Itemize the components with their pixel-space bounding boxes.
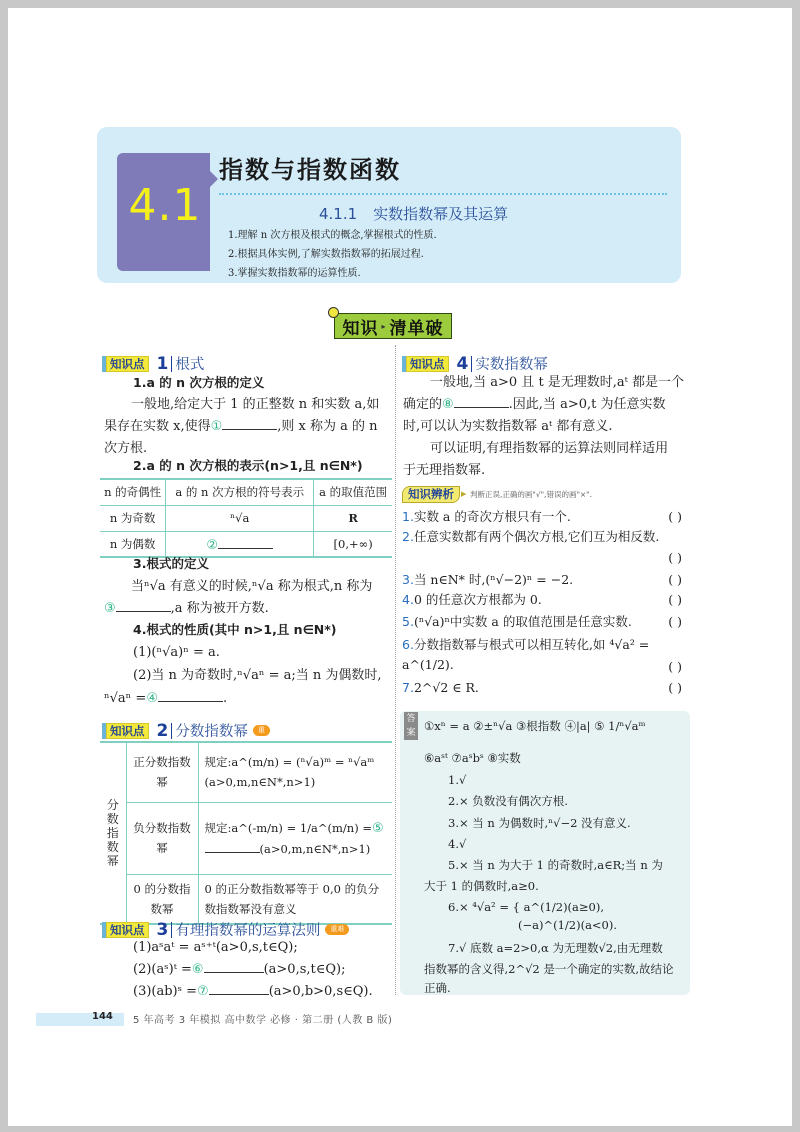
item-text: 0 的任意次方根都为 0.: [413, 592, 542, 607]
answer-bracket[interactable]: ( ): [668, 550, 682, 565]
table-row: [100, 742, 392, 802]
row-group-header: [100, 742, 126, 924]
blank-number: ⑦: [197, 984, 209, 999]
kp4-p2: [403, 394, 665, 416]
answer-line: 大于 1 的偶数时,a≥0.: [424, 879, 539, 893]
triangle-icon: ▸: [381, 321, 387, 331]
answer-line: 5.× 当 n 为大于 1 的奇数时,a∈R;当 n 为: [448, 858, 663, 872]
answer-line: 3.× 当 n 为偶数时,ⁿ√−2 没有意义.: [448, 816, 631, 830]
answer-line: (−a)^(1/2)(a<0).: [518, 918, 618, 932]
table-row: [100, 874, 392, 924]
table-cell: 0 的分数指数幂: [126, 874, 198, 924]
text: (a>0,b>0,s∈Q).: [268, 984, 373, 999]
goal-item: 1.理解 n 次方根及根式的概念,掌握根式的性质.: [228, 230, 437, 241]
kp1-prop2b: ⁿ√aⁿ =④ .: [104, 688, 227, 710]
blank-number: ①: [210, 419, 223, 434]
importance-badge: 重: [253, 725, 270, 736]
kp4-p4: 可以证明,有理指数幂的运算法则同样适用: [430, 441, 669, 456]
text: (2)(aˢ)ᵗ =: [133, 962, 192, 977]
blank-field[interactable]: [209, 981, 269, 995]
bulb-icon: [328, 307, 339, 318]
exercise-item: [402, 612, 692, 632]
kp1-h1: 1.a 的 n 次方根的定义: [133, 375, 265, 390]
text: 规定:a^(-m/n) = 1/a^(m/n) =: [204, 820, 372, 835]
kp-tag: 知识点: [402, 356, 449, 372]
exercise-item: [402, 635, 692, 675]
item-text: 2^√2 ∈ R.: [413, 680, 479, 695]
table-cell: 正分数指数幂: [126, 742, 198, 802]
blank-number: ③: [104, 601, 116, 616]
kp1-prop2: (2)当 n 为奇数时,ⁿ√aⁿ = a;当 n 为偶数时,: [133, 668, 382, 683]
exercise-tag: 知识辨析: [402, 486, 460, 503]
text: ⁿ√aⁿ =: [104, 691, 147, 706]
kp-name: 根式: [175, 357, 205, 373]
text: (a>0,m,n∈N*,n>1): [259, 841, 371, 856]
kp-bar: [171, 723, 172, 739]
answer-line: ①xⁿ = a ②±ⁿ√a ③根指数 ④|a| ⑤ 1/ⁿ√aᵐ: [424, 719, 646, 733]
kp1-p3a: 当ⁿ√a 有意义的时候,ⁿ√a 称为根式,n 称为: [131, 579, 373, 594]
item-number: 7.: [402, 680, 414, 695]
goal-item: 2.根据具体实例,了解实数指数幂的拓展过程.: [228, 249, 424, 260]
table-header: n 的奇偶性: [100, 479, 166, 505]
answer-bracket[interactable]: ( ): [668, 592, 682, 607]
fractional-exponent-table: [100, 741, 392, 925]
table-cell: 0 的正分数指数幂等于 0,0 的负分数指数幂没有意义: [198, 874, 392, 924]
kp-tag: 知识点: [102, 723, 149, 739]
kp1-h4: 4.根式的性质(其中 n>1,且 n∈N*): [133, 622, 337, 637]
item-number: 4.: [402, 592, 414, 607]
exercise-item: [402, 507, 692, 527]
table-row: [100, 802, 392, 874]
blank-field[interactable]: [454, 394, 509, 408]
answer-line: 1.√: [448, 773, 467, 787]
exercise-item: [402, 527, 692, 547]
goal-item: 3.掌握实数指数幂的运算性质.: [228, 268, 361, 279]
exercise-instructions: 判断正误,正确的画"√",错误的画"×".: [470, 490, 593, 499]
answer-line: 6.× ⁴√a² = { a^(1/2)(a≥0),: [448, 900, 604, 914]
table-cell: R: [314, 505, 392, 531]
blank-number: ⑥: [191, 962, 204, 977]
blank-field[interactable]: [218, 535, 273, 549]
blank-field[interactable]: [116, 598, 171, 612]
badge-right-text: 清单破: [389, 318, 444, 339]
kp-name: 分数指数幂: [175, 724, 248, 740]
answer-line: 正确.: [424, 981, 451, 995]
kp-bar: [171, 922, 172, 938]
exercise-item: [402, 590, 692, 610]
section-name: 实数指数幂及其运算: [373, 205, 509, 223]
blank-number: ④: [146, 691, 158, 706]
rule-3: [133, 981, 373, 1003]
kp1-heading: [102, 353, 204, 374]
book-title: 5 年高考 3 年模拟 高中数学 必修 · 第二册 (人教 B 版): [133, 1015, 393, 1026]
column-divider: [395, 345, 396, 995]
section-title: [319, 203, 508, 224]
kp2-heading: [102, 720, 270, 741]
blank-number: ②: [206, 537, 219, 553]
table-row: [100, 505, 392, 531]
kp1-h2: 2.a 的 n 次方根的表示(n>1,且 n∈N*): [133, 458, 363, 473]
text: 果存在实数 x,使得: [104, 419, 211, 434]
kp-number: 4: [456, 353, 469, 374]
table-cell: 规定:a^(m/n) = (ⁿ√a)ᵐ = ⁿ√aᵐ (a>0,m,n∈N*,n>1): [198, 742, 392, 802]
title-divider: [219, 193, 667, 195]
root-notation-table: [100, 478, 392, 558]
answer-line: 指数幂的含义得,2^√2 是一个确定的实数,故结论: [424, 962, 674, 976]
item-text: 当 n∈N* 时,(ⁿ√−2)ⁿ = −2.: [413, 572, 574, 587]
text: ,a 称为被开方数.: [170, 601, 269, 616]
kp-tag: 知识点: [102, 356, 149, 372]
rule-2: [133, 959, 345, 981]
item-number: 5.: [402, 614, 414, 629]
answer-line: 2.× 负数没有偶次方根.: [448, 794, 568, 808]
kp1-prop1: (1)(ⁿ√a)ⁿ = a.: [133, 645, 220, 660]
table-cell: ⁿ√a: [166, 505, 314, 531]
kp1-h3: 3.根式的定义: [133, 556, 209, 571]
kp4-p3: 时,可以认为实数指数幂 aᵗ 都有意义.: [403, 419, 613, 434]
kp1-p1c: 次方根.: [104, 441, 148, 456]
kp1-p1b: [104, 416, 378, 438]
item-number: 2.: [402, 529, 414, 544]
item-text: (ⁿ√a)ⁿ中实数 a 的取值范围是任意实数.: [413, 614, 632, 629]
badge-left-text: 知识: [342, 318, 379, 339]
table-cell: 负分数指数幂: [126, 802, 198, 874]
item-number: 3.: [402, 572, 414, 587]
kp-bar: [471, 356, 472, 372]
section-number: 4.1.1: [319, 205, 358, 223]
blank-field[interactable]: [222, 416, 277, 430]
exercise-item: [402, 570, 692, 590]
blank-number: ⑧: [442, 397, 454, 412]
item-text: 任意实数都有两个偶次方根,它们互为相反数.: [413, 529, 660, 544]
blank-field[interactable]: [205, 839, 260, 853]
table-header: a 的取值范围: [314, 479, 392, 505]
item-text: 分数指数幂与根式可以相互转化,如 ⁴√a² = a^(1/2).: [402, 637, 650, 672]
table-cell: n 为奇数: [100, 505, 166, 531]
kp4-heading: [402, 353, 548, 374]
answer-bracket[interactable]: ( ): [668, 509, 682, 524]
page-number: 144: [92, 1011, 113, 1022]
arrow-icon: ▶: [461, 490, 467, 498]
text: ,则 x 称为 a 的 n: [277, 419, 378, 434]
answer-tag: 答案: [404, 712, 418, 740]
learning-goals: [228, 226, 437, 283]
item-number: 1.: [402, 509, 414, 524]
answer-bracket[interactable]: ( ): [668, 614, 682, 629]
blank-field[interactable]: [204, 959, 264, 973]
answer-line: ⑥aˢᵗ ⑦aˢbˢ ⑧实数: [424, 751, 521, 765]
kp-number: 3: [156, 919, 169, 940]
kp-name: 实数指数幂: [475, 357, 548, 373]
table-header-row: [100, 479, 392, 505]
answer-line: 4.√: [448, 837, 467, 851]
text: 分数指数幂: [106, 798, 119, 868]
table-header: a 的 n 次方根的符号表示: [166, 479, 314, 505]
answer-bracket[interactable]: ( ): [668, 680, 682, 695]
table-cell: [198, 802, 392, 874]
text: 确定的: [403, 397, 443, 412]
blank-number: ⑤: [372, 820, 384, 836]
answer-bracket[interactable]: ( ): [668, 572, 682, 587]
exercise-item: [402, 678, 692, 698]
kp4-p1: 一般地,当 a>0 且 t 是无理数时,aᵗ 都是一个: [430, 375, 685, 390]
table-cell: [0,+∞): [314, 531, 392, 557]
item-text: 实数 a 的奇次方根只有一个.: [413, 509, 571, 524]
item-number: 6.: [402, 637, 414, 652]
kp-tag: 知识点: [102, 922, 149, 938]
text: (a>0,s,t∈Q);: [263, 962, 346, 977]
kp-number: 1: [156, 353, 169, 374]
kp-name: 有理指数幂的运算法则: [175, 923, 321, 939]
kp1-p1a: 一般地,给定大于 1 的正整数 n 和实数 a,如: [131, 397, 380, 412]
rule-1: (1)aˢaᵗ = aˢ⁺ᵗ(a>0,s,t∈Q);: [133, 940, 298, 955]
answer-line: 7.√ 底数 a=2>0,α 为无理数√2,由无理数: [448, 941, 663, 955]
kp1-p3b: [104, 598, 269, 620]
chapter-title: 指数与指数函数: [219, 156, 401, 184]
chapter-number: 4.1: [128, 180, 202, 231]
answer-bracket[interactable]: ( ): [668, 659, 682, 674]
text: (3)(ab)ˢ =: [133, 984, 198, 999]
blank-field[interactable]: [158, 688, 223, 702]
table-cell: n 为偶数: [100, 531, 166, 557]
kp4-p5: 于无理指数幂.: [403, 463, 486, 478]
kp-bar: [171, 356, 172, 372]
section-badge: [334, 313, 452, 339]
text: .因此,当 a>0,t 为任意实数: [508, 397, 666, 412]
kp-number: 2: [156, 720, 169, 741]
importance-badge: 重难: [325, 924, 349, 935]
